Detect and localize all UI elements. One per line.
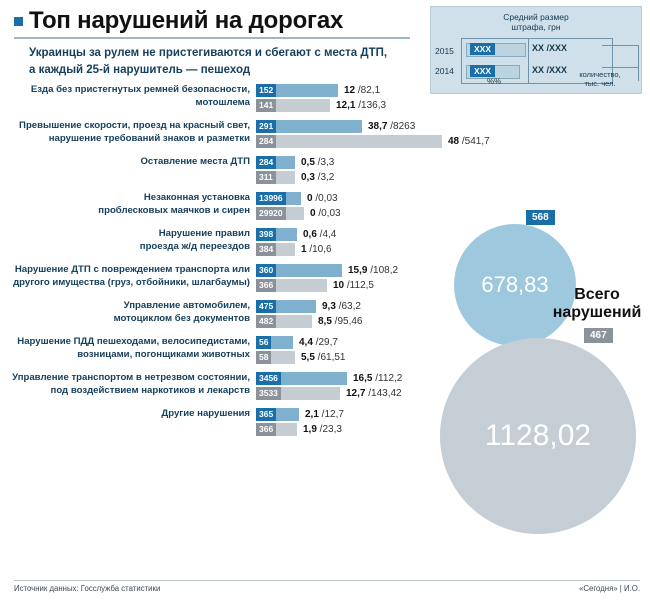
chart-row xyxy=(0,264,440,292)
legend-year-2015: 2015 xyxy=(435,46,454,57)
chart-bar-fine-label: 482 xyxy=(256,315,276,328)
chart-bar-line xyxy=(256,315,442,328)
chart-bar-value-label: 0 /0,03 xyxy=(310,208,341,219)
footer xyxy=(14,580,640,599)
total-circle-2014 xyxy=(440,338,636,534)
chart-row-bars xyxy=(256,300,442,330)
chart-row-bars xyxy=(256,228,442,258)
totals-block xyxy=(436,214,650,554)
page-subtitle: Украинцы за рулем не пристегиваются и сбегают с места ДТП, а каждый 25-й нарушитель — пешеход xyxy=(29,47,388,76)
chart-bar-line xyxy=(256,300,442,313)
chart-row xyxy=(0,192,440,220)
chart-row-label: Нарушение ПДД пешеходами, велосипедистами, возницами, погонщиками животных xyxy=(17,336,250,360)
total-value-2014: 1128,02 xyxy=(484,419,592,452)
legend-vertical-rule xyxy=(528,39,529,83)
chart-bar-fine-label: 56 xyxy=(256,336,271,349)
legend-percent-label: %% xyxy=(487,77,502,87)
chart-bar-line xyxy=(256,135,490,148)
chart-bar-value-label: 4,4 /29,7 xyxy=(299,337,338,348)
title-marker-icon xyxy=(14,17,23,26)
chart-bar-fine-label: 291 xyxy=(256,120,276,133)
legend-value-2014: XX /XXX xyxy=(532,65,568,76)
title-divider xyxy=(14,37,410,39)
chart-bar-value-label: 38,7 /8263 xyxy=(368,121,416,132)
chart-bar-fine-label: 366 xyxy=(256,423,276,436)
chart-bar-line xyxy=(256,423,442,436)
chart-row-bars xyxy=(256,372,442,402)
chart-bar-value-label: 12,7 /143,42 xyxy=(346,388,402,399)
chart-bar-line xyxy=(256,156,442,169)
legend-title: Средний размер штрафа, грн xyxy=(503,12,569,33)
chart-bar-fine-label: 284 xyxy=(256,156,276,169)
chart-bar-value-label: 5,5 /61,51 xyxy=(301,352,346,363)
chart-bar-line xyxy=(256,171,442,184)
chart-row-label: Превышение скорости, проезд на красный свет, нарушение требований знаков и разметки xyxy=(19,120,250,144)
total-value-2015: 678,83 xyxy=(481,272,549,297)
chart-bar-line xyxy=(256,192,442,205)
chart-bar-value-label: 12 /82,1 xyxy=(344,85,381,96)
chart-bar-line xyxy=(256,207,442,220)
chart-bar-line xyxy=(256,84,442,97)
total-badge-2015: 568 xyxy=(526,210,555,225)
chart-row-bars xyxy=(256,156,442,186)
chart-bar-fine-label: 284 xyxy=(256,135,276,148)
total-circle-2015 xyxy=(454,224,576,346)
chart-bar-fine-label: 398 xyxy=(256,228,276,241)
chart-row xyxy=(0,372,440,400)
chart-row xyxy=(0,300,440,328)
credit-note: «Сегодня» | И.О. xyxy=(579,584,640,593)
chart-bar-value-label: 0,5 /3,3 xyxy=(301,157,335,168)
chart-bar-line xyxy=(256,120,442,133)
chart-bar-value-label: 0,6 /4,4 xyxy=(303,229,337,240)
chart-row-bars xyxy=(256,264,442,294)
chart-bar-2014 xyxy=(256,135,442,148)
chart-bar-line xyxy=(256,336,442,349)
chart-bar-value-label: 2,1 /12,7 xyxy=(305,409,344,420)
chart-row-label: Оставление места ДТП xyxy=(140,156,250,167)
chart-bar-value-label: 10 /112,5 xyxy=(333,280,374,291)
chart-row-label: Незаконная установка проблесковых маячков и сирен xyxy=(98,192,250,216)
chart-bar-fine-label: 366 xyxy=(256,279,276,292)
chart-row-label: Управление транспортом в нетрезвом состоянии, под воздействием наркотиков и лекарств xyxy=(12,372,250,396)
source-note: Источник данных: Госслужба статистики xyxy=(14,584,161,593)
chart-row-bars xyxy=(256,336,442,366)
chart-row-label: Другие нарушения xyxy=(161,408,250,419)
chart-bar-value-label: 0 /0,03 xyxy=(307,193,338,204)
chart-bar-fine-label: 384 xyxy=(256,243,276,256)
chart-bar-value-label: 16,5 /112,2 xyxy=(353,373,403,384)
chart-bar-value-label: 12,1 /136,3 xyxy=(336,100,387,111)
legend-box xyxy=(430,6,642,94)
chart-bar-fine-label: 141 xyxy=(256,99,276,112)
chart-bar-line xyxy=(256,372,442,385)
legend-leader-line-bottom xyxy=(602,67,639,68)
chart-row-label: Нарушение правил проезда ж/д переездов xyxy=(139,228,250,252)
chart-row xyxy=(0,408,440,436)
chart-row xyxy=(0,156,440,184)
chart-bar-value-label: 8,5 /95,46 xyxy=(318,316,363,327)
totals-title: Всего нарушений xyxy=(552,286,642,321)
legend-caption: количество, тыс. чел. xyxy=(579,70,621,88)
chart-row xyxy=(0,120,490,148)
chart-bar-line xyxy=(256,279,442,292)
page-title: Топ нарушений на дорогах xyxy=(29,7,344,34)
chart-row xyxy=(0,228,440,256)
chart-row xyxy=(0,84,440,112)
chart-row-bars xyxy=(256,408,442,438)
chart-bar-line xyxy=(256,243,442,256)
chart-bar-fine-label: 29920 xyxy=(256,207,286,220)
chart-row-label: Управление автомобилем, мотоциклом без документов xyxy=(113,300,250,324)
chart-bar-fine-label: 58 xyxy=(256,351,271,364)
total-badge-2014: 467 xyxy=(584,328,613,343)
chart-row-label: Нарушение ДТП с повреждением транспорта или другого имущества (груз, отбойники, шлагбаумы) xyxy=(13,264,250,288)
chart-row xyxy=(0,336,440,364)
legend-bracket xyxy=(638,45,639,81)
chart-row-bars xyxy=(256,84,442,114)
chart-bar-value-label: 1,9 /23,3 xyxy=(303,424,342,435)
chart-bar-value-label: 48 /541,7 xyxy=(448,136,490,147)
chart-row-label: Езда без пристегнутых ремней безопасности, мотошлема xyxy=(30,84,250,108)
chart-bar-line xyxy=(256,408,442,421)
chart-bar-value-label: 1 /10,6 xyxy=(301,244,332,255)
chart-bar-fine-label: 3533 xyxy=(256,387,281,400)
chart-bar-line xyxy=(256,351,442,364)
chart-bar-fine-label: 13996 xyxy=(256,192,286,205)
legend-year-2014: 2014 xyxy=(435,66,454,77)
chart-bar-fine-label: 3456 xyxy=(256,372,281,385)
chart-bar-value-label: 15,9 /108,2 xyxy=(348,265,399,276)
legend-schematic xyxy=(435,36,637,88)
chart-rows xyxy=(0,84,490,444)
chart-bar-fine-label: 475 xyxy=(256,300,276,313)
chart-bar-line xyxy=(256,228,442,241)
chart-row-bars xyxy=(256,192,442,222)
chart-bar-fine-label: 152 xyxy=(256,84,276,97)
chart-bar-value-label: 9,3 /63,2 xyxy=(322,301,361,312)
chart-bar-line xyxy=(256,99,442,112)
chart-row-bars xyxy=(256,120,490,150)
header xyxy=(14,8,414,79)
legend-fine-2015: XXX xyxy=(470,43,495,55)
chart-bar-value-label: 0,3 /3,2 xyxy=(301,172,335,183)
legend-value-2015: XX /XXX xyxy=(532,43,568,54)
chart-bar-fine-label: 365 xyxy=(256,408,276,421)
chart-bar-line xyxy=(256,387,442,400)
legend-leader-line-top xyxy=(602,45,639,46)
chart-bar-fine-label: 360 xyxy=(256,264,276,277)
legend-fine-2014: XXX xyxy=(470,65,495,77)
chart-bar-line xyxy=(256,264,442,277)
chart-bar-fine-label: 311 xyxy=(256,171,276,184)
